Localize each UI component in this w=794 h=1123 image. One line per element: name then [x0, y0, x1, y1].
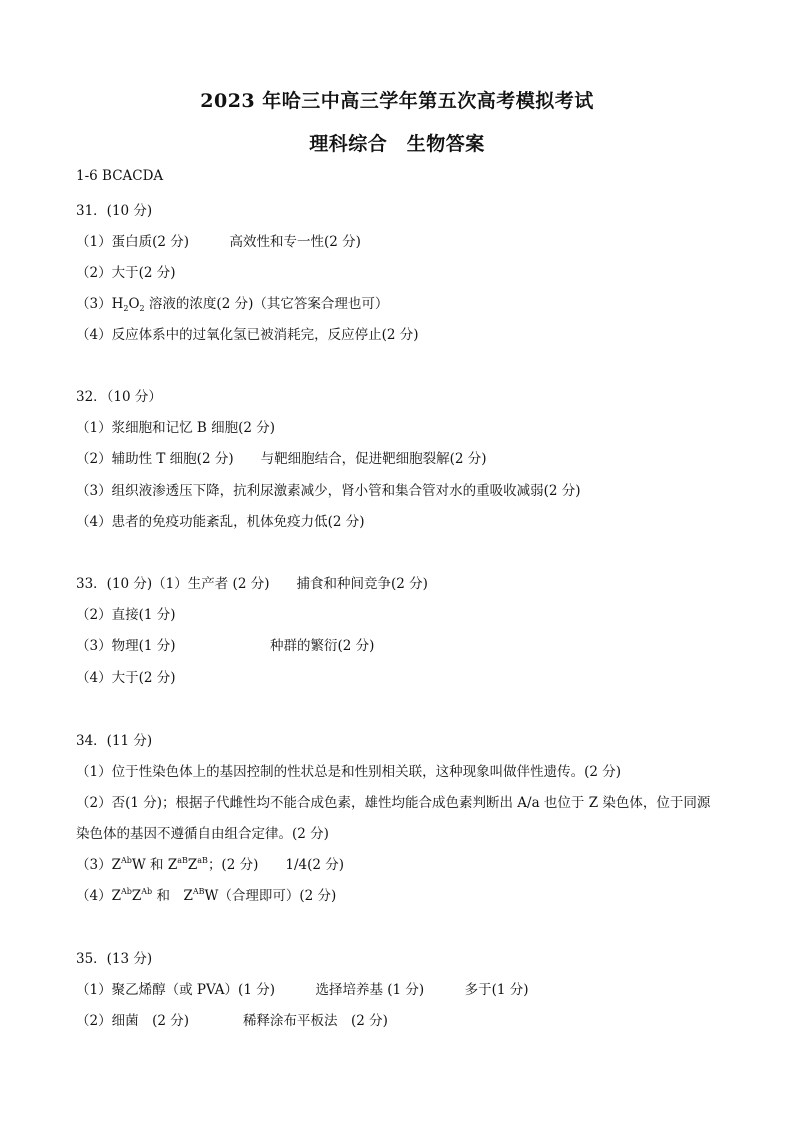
q32-answer-4: （4）患者的免疫功能紊乱，机体免疫力低(2 分) — [76, 514, 365, 530]
q31-answer-3 — [76, 292, 388, 313]
subscript: 2 — [139, 304, 145, 313]
text-fragment: （4）Z — [76, 888, 121, 904]
q31-answer-2: （2）大于(2 分) — [76, 265, 176, 281]
answer-choice-line: 1-6 BCACDA — [76, 168, 164, 184]
text-fragment: O — [128, 296, 140, 312]
text-fragment: （3）H — [76, 296, 124, 312]
superscript: Ab — [141, 887, 153, 896]
q31-answer-4: （4）反应体系中的过氧化氢已被消耗完，反应停止(2 分) — [76, 327, 419, 343]
q34-answer-1: （1）位于性染色体上的基因控制的性状总是和性别相关联，这种现象叫做伴性遗传。(2 分) — [76, 764, 622, 780]
question-34-header: 34．(11 分) — [76, 733, 153, 749]
superscript: AB — [192, 887, 205, 896]
text-fragment: W 和 Z — [131, 857, 178, 873]
text-fragment: 和 Z — [152, 888, 193, 904]
q34-answer-3 — [76, 853, 344, 873]
text-fragment: （3）Z — [76, 857, 121, 873]
q33-answer-3: （3）物理(1 分) 种群的繁衍(2 分) — [76, 638, 375, 654]
text-fragment: 溶液的浓度(2 分)（其它答案合理也可） — [144, 296, 389, 312]
question-33-header: 33．(10 分)（1）生产者 (2 分) 捕食和种间竞争(2 分) — [76, 576, 428, 592]
question-35-header: 35．(13 分) — [76, 951, 153, 967]
q32-answer-3: （3）组织液渗透压下降，抗利尿激素减少，肾小管和集合管对水的重吸收减弱(2 分) — [76, 483, 581, 499]
q33-answer-4: （4）大于(2 分) — [76, 670, 176, 686]
q34-answer-4 — [76, 884, 336, 904]
question-31-header: 31．(10 分) — [76, 203, 153, 219]
text-fragment: W（合理即可）(2 分) — [204, 888, 337, 904]
text-fragment: Z — [131, 888, 142, 904]
text-fragment: Z — [187, 857, 198, 873]
document-title: 2023 年哈三中高三学年第五次高考模拟考试 — [200, 90, 594, 112]
document-subtitle: 理科综合 生物答案 — [309, 133, 485, 155]
text-fragment: ；(2 分) 1/4(2 分) — [207, 857, 344, 873]
q35-answer-2: （2）细菌 (2 分) 稀释涂布平板法 (2 分) — [76, 1013, 388, 1029]
superscript: aB — [177, 856, 188, 865]
q32-answer-1: （1）浆细胞和记忆 B 细胞(2 分) — [76, 420, 276, 436]
q31-answer-1: （1）蛋白质(2 分) 高效性和专一性(2 分) — [76, 234, 361, 250]
q34-answer-2: （2）否(1 分)；根据子代雌性均不能合成色素，雄性均能合成色素判断出 A/a 也位于 Z 染色体，位于同源 — [76, 795, 711, 811]
question-32-header: 32．（10 分） — [76, 389, 162, 405]
superscript: Ab — [120, 887, 132, 896]
q32-answer-2: （2）辅助性 T 细胞(2 分) 与靶细胞结合，促进靶细胞裂解(2 分) — [76, 451, 487, 467]
q34-answer-2-cont: 染色体的基因不遵循自由组合定律。(2 分) — [76, 826, 329, 842]
q33-answer-2: （2）直接(1 分) — [76, 607, 176, 623]
superscript: aB — [197, 856, 208, 865]
superscript: Ab — [120, 856, 132, 865]
q35-answer-1: （1）聚乙烯醇（或 PVA）(1 分) 选择培养基 (1 分) 多于(1 分) — [76, 982, 529, 998]
subscript: 2 — [123, 304, 129, 313]
